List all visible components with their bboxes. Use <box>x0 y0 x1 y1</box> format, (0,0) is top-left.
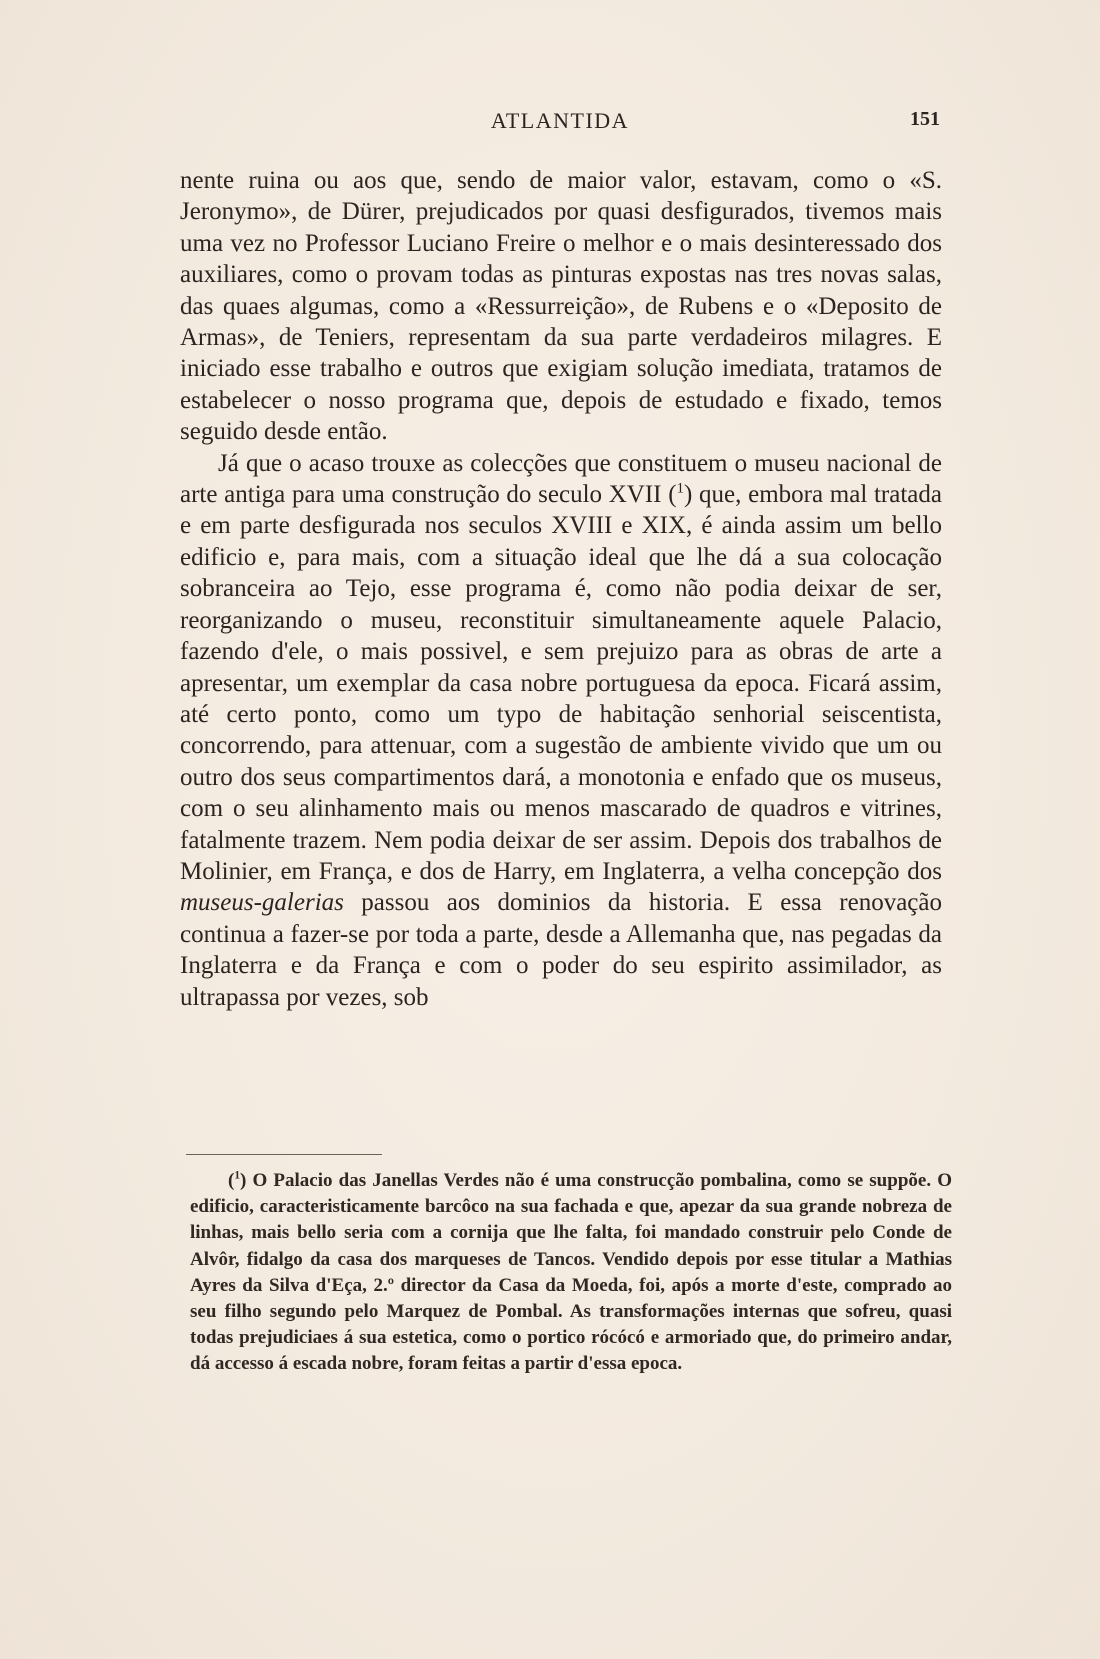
journal-title: ATLANTIDA <box>490 108 630 133</box>
paragraph-text: ) que, embora mal tratada e em parte desfigurada nos seculos XVIII e XIX, é ainda assim um bello edificio e, para mais, com a situação ideal que lhe dá a sua colocação sobranceira ao Tejo, esse programa é, como não podia deixar de ser, reorganizando o museu, reconstituir simultaneamente aquele Palacio, fazendo d'ele, o mais possivel, e sem prejuizo para as obras de arte a apresentar, um exemplar da casa nobre portuguesa da epoca. Ficará assim, até certo ponto, como um typo de habitação senhorial seiscentista, concorrendo, para attenuar, com a sugestão de ambiente vivido que um ou outro dos seus compartimentos dará, a monotonia e enfado que os museus, com o seu alinhamento mais ou menos mascarado de quadros e vitrines, fatalmente trazem. Nem podia deixar de ser assim. Depois dos trabalhos de Molinier, em França, e dos de Harry, em Inglaterra, a velha concepção dos <box>180 481 942 885</box>
main-text <box>180 165 942 1013</box>
paragraph-continued <box>180 165 942 448</box>
paragraph-text: passou aos dominios da historia. E essa renovação continua a fazer-se por toda a parte, desde a Allemanha que, nas pegadas da Inglaterra e da França e com o poder do seu espirito assimilador, as ultrapassa por vezes, sob <box>180 889 942 1011</box>
italic-term: museus-galerias <box>180 889 344 917</box>
running-head <box>180 108 940 140</box>
paragraph-text: Já que o acaso trouxe as colecções que constituem o museu nacional de arte antiga para uma construção do seculo XVII ( <box>180 449 942 509</box>
footnote-mark-close: ) <box>240 1170 247 1191</box>
footnote-text: O Palacio das Janellas Verdes não é uma construcção pombalina, como se suppõe. O edificio, caracteristicamente barcôco na sua fachada e que, apezar da sua grande nobreza de linhas, mais bello seria com a cornija que lhe falta, foi mandado construir pelo Conde de Alvôr, fidalgo da casa dos marqueses de Tancos. Vendido depois por esse titular a Mathias Ayres da Silva d'Eça, 2.º director da Casa da Moeda, foi, após a morte d'este, comprado ao seu filho segundo pelo Marquez de Pombal. As transformações internas que sofreu, quasi todas prejudiciaes á sua estetica, como o portico rócócó e armoriado que, do primeiro andar, dá accesso á escada nobre, foram feitas a partir d'essa epoca. <box>190 1170 952 1375</box>
footnote <box>190 1168 952 1378</box>
paragraph-text: nente ruina ou aos que, sendo de maior valor, estavam, como o «S. Jeronymo», de Dürer, prejudicados por quasi desfigurados, tivemos mais uma vez no Professor Luciano Freire o melhor e o mais desinteressado dos auxiliares, como o provam todas as pinturas expostas nas tres novas salas, das quaes algumas, como a «Ressurreição», de Rubens e o «Deposito de Armas», de Teniers, representam da sua parte verdadeiros milagres. E iniciado esse trabalho e outros que exigiam solução imediata, tratamos de estabelecer o nosso programa que, depois de estudado e fixado, temos seguido desde então. <box>180 167 942 446</box>
footnote-separator <box>186 1154 382 1155</box>
footnote-paragraph <box>190 1168 952 1378</box>
paragraph <box>180 448 942 1013</box>
footnote-number: 1 <box>234 1169 241 1182</box>
page-number: 151 <box>910 108 940 130</box>
footnote-mark-open: ( <box>228 1170 235 1191</box>
footnote-reference: 1 <box>676 480 685 497</box>
